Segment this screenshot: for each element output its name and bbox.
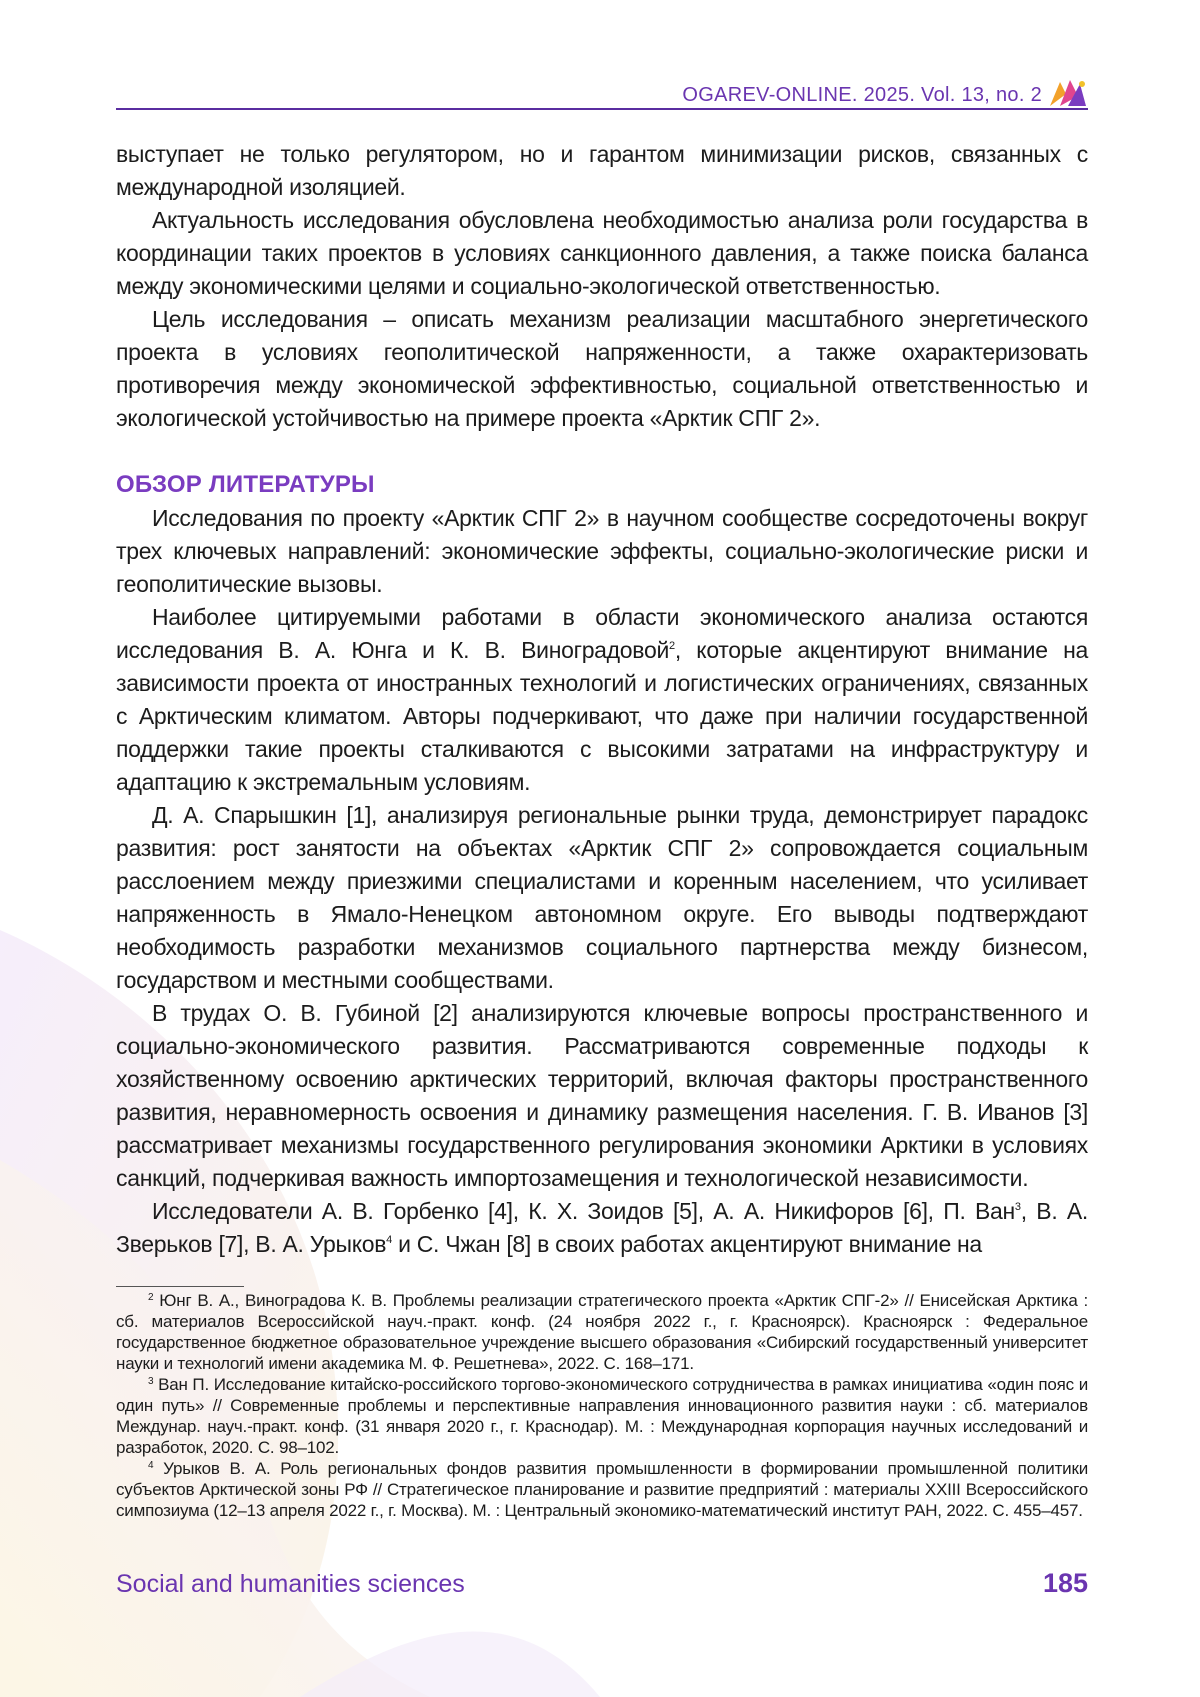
section-heading: ОБЗОР ЛИТЕРАТУРЫ bbox=[116, 468, 1088, 502]
footnote-text: Урыков В. А. Роль региональных фондов развития промышленности в формировании промышленной политики субъектов Арктической зоны РФ // Стратегическое планирование и развитие предприятий : материалы XXIII Всероссийского симпозиума (12–13 апреля 2022 г., г. Москва). М. : Центральный экономико-математический институт РАН, 2022. С. 455–457. bbox=[116, 1459, 1088, 1520]
footnote-separator bbox=[116, 1286, 244, 1287]
header-rule bbox=[116, 108, 1088, 110]
footnote bbox=[116, 1458, 1088, 1521]
footnote-text: Ван П. Исследование китайско-российского торгово-экономического сотрудничества в рамках инициатива «один пояс и один путь» // Современные проблемы и перспективные направления инновационного развития науки : сб. материалов Междунар. науч.-практ. конф. (31 января 2020 г., г. Краснодар). М. : Международная корпорация научных исследований и разработок, 2020. С. 98–102. bbox=[116, 1375, 1088, 1457]
paragraph: Д. А. Спарышкин [1], анализируя региональные рынки труда, демонстрирует парадокс развития: рост занятости на объектах «Арктик СПГ 2» сопровождается социальным расслоением между приезжими специалистами и коренным населением, что усиливает напряженность в Ямало-Ненецком автономном округе. Его выводы подтверждают необходимость разработки механизмов социального партнерства между бизнесом, государством и местными сообществами. bbox=[116, 799, 1088, 997]
footnote-number: 3 bbox=[148, 1376, 153, 1387]
footnote bbox=[116, 1290, 1088, 1374]
footnote-ref: 3 bbox=[1015, 1201, 1021, 1213]
footnote-ref: 2 bbox=[669, 640, 675, 652]
paragraph-text: , В. А. Зверьков [7], В. А. Урыков bbox=[116, 1198, 1088, 1257]
paragraph: Исследования по проекту «Арктик СПГ 2» в научном сообществе сосредоточены вокруг трех ключевых направлений: экономические эффекты, социально-экологические риски и геополитические вызовы. bbox=[116, 502, 1088, 601]
paragraph: выступает не только регулятором, но и гарантом минимизации рисков, связанных с международной изоляцией. bbox=[116, 138, 1088, 204]
footnote-text: Юнг В. А., Виноградова К. В. Проблемы реализации стратегического проекта «Арктик СПГ-2» // Енисейская Арктика : сб. материалов Всероссийской науч.-практ. конф. (24 ноября 2022 г., г. Красноярск). Красноярск : Федеральное государственное бюджетное образовательное учреждение высшего образования «Сибирский государственный университет науки и технологий имени академика М. Ф. Решетнева», 2022. С. 168–171. bbox=[116, 1291, 1088, 1373]
paragraph-text: Наиболее цитируемыми работами в области экономического анализа остаются исследования В. А. Юнга и К. В. Виноградовой bbox=[116, 604, 1088, 663]
paragraph: Актуальность исследования обусловлена необходимостью анализа роли государства в координации таких проектов в условиях санкционного давления, а также поиска баланса между экономическими целями и социально-экологической ответственностью. bbox=[116, 204, 1088, 303]
footnote-number: 4 bbox=[148, 1460, 153, 1471]
journal-logo-icon bbox=[1046, 76, 1088, 110]
journal-header: OGAREV-ONLINE. 2025. Vol. 13, no. 2 bbox=[682, 84, 1042, 107]
footnote-number: 2 bbox=[148, 1292, 153, 1303]
main-text bbox=[116, 138, 1088, 1261]
paragraph-text: , которые акцентируют внимание на зависимости проекта от иностранных технологий и логистических ограничениях, связанных с Арктическим климатом. Авторы подчеркивают, что даже при наличии государственной поддержки такие проекты сталкиваются с высокими затратами на инфраструктуру и адаптацию к экстремальным условиям. bbox=[116, 637, 1088, 795]
page-number: 185 bbox=[1043, 1568, 1088, 1599]
paragraph: Цель исследования – описать механизм реализации масштабного энергетического проекта в условиях геополитической напряженности, а также охарактеризовать противоречия между экономической эффективностью, социальной ответственностью и экологической устойчивостью на примере проекта «Арктик СПГ 2». bbox=[116, 303, 1088, 435]
footnotes bbox=[116, 1290, 1088, 1521]
footnote-ref: 4 bbox=[386, 1234, 392, 1246]
footer-section-name: Social and humanities sciences bbox=[116, 1570, 465, 1599]
footnote bbox=[116, 1374, 1088, 1458]
paragraph bbox=[116, 1195, 1088, 1261]
paragraph-text: Исследователи А. В. Горбенко [4], К. Х. Зоидов [5], А. А. Никифоров [6], П. Ван bbox=[152, 1198, 1015, 1224]
paragraph: В трудах О. В. Губиной [2] анализируются ключевые вопросы пространственного и социально-экономического развития. Рассматриваются современные подходы к хозяйственному освоению арктических территорий, включая факторы пространственного развития, неравномерность освоения и динамику размещения населения. Г. В. Иванов [3] рассматривает механизмы государственного регулирования экономики Арктики в условиях санкций, подчеркивая важность импортозамещения и технологической независимости. bbox=[116, 997, 1088, 1195]
paragraph bbox=[116, 601, 1088, 799]
paragraph-text: и С. Чжан [8] в своих работах акцентируют внимание на bbox=[392, 1231, 982, 1257]
